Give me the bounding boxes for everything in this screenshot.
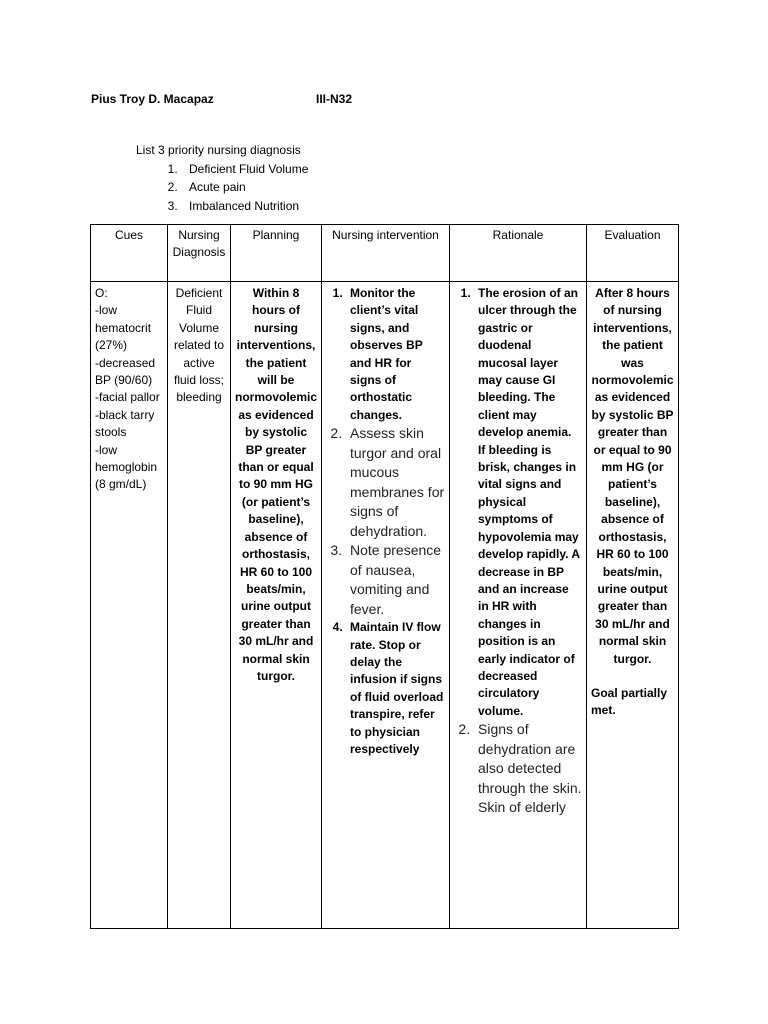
student-name: Pius Troy D. Macapaz [91, 92, 214, 106]
cue-line: -decreased BP (90/60) [95, 355, 156, 388]
priority-diagnosis-list [136, 141, 308, 215]
list-item: 1. Deficient Fluid Volume [181, 160, 308, 179]
header-diagnosis: Nursing Diagnosis [168, 225, 231, 282]
planning-cell: Within 8 hours of nursing interventions, the patient will be normovolemic as evidenced by systolic BP greater than or equal to 90 mm HG (or patient’s baseline), absence of orthostasis, HR 60 to 100 beats/min, urine output greater than 30 mL/hr and normal skin turgor. [231, 282, 322, 929]
intervention-item: 4. Maintain IV flow rate. Stop or delay the infusion if signs of fluid overload transpire, refer to physician respectively [346, 619, 445, 758]
table-row [91, 282, 679, 929]
cue-line: -low hemoglobin (8 gm/dL) [95, 442, 158, 492]
rationale-item: 2. Signs of dehydration are also detected through the skin. Skin of elderly [474, 720, 582, 818]
list-item: 3. Imbalanced Nutrition [181, 197, 308, 216]
list-item: 2. Acute pain [181, 178, 308, 197]
list-title: List 3 priority nursing diagnosis [136, 143, 301, 157]
header-planning: Planning [231, 225, 322, 282]
intervention-item: 1. Monitor the client’s vital signs, and observes BP and HR for signs of orthostatic changes. [346, 285, 445, 424]
evaluation-cell [587, 282, 679, 929]
header-cues: Cues [91, 225, 168, 282]
header-intervention: Nursing intervention [322, 225, 450, 282]
rationale-cell [450, 282, 587, 929]
cue-line: -facial pallor [95, 390, 160, 405]
evaluation-text: After 8 hours of nursing interventions, the patient was normovolemic as evidenced by systolic BP greater than or equal to 90 mm HG (or patient’s baseline), absence of orthostasis, HR 60 to 100 beats/min, urine output greater than 30 mL/hr and normal skin turgor. [591, 286, 674, 666]
nursing-care-plan-table [90, 224, 679, 929]
cue-line: -low hematocrit (27%) [95, 303, 152, 353]
rationale-item: 1. The erosion of an ulcer through the gastric or duodenal mucosal layer may cause GI bleeding. The client may develop anemia. If bleeding is brisk, changes in vital signs and physical symptoms of hypovolemia may develop rapidly. A decrease in BP and an increase in HR with changes in position is an early indicator of decreased circulatory volume. [474, 285, 582, 720]
cues-cell [91, 282, 168, 929]
cue-line: -black tarry stools [95, 407, 155, 440]
header-evaluation: Evaluation [587, 225, 679, 282]
section-code: III-N32 [316, 92, 353, 106]
table-header-row [91, 225, 679, 282]
intervention-item: 3. Note presence of nausea, vomiting and fever. [346, 541, 445, 619]
goal-status: Goal partially met. [591, 685, 668, 718]
header-rationale: Rationale [450, 225, 587, 282]
cue-line: O: [95, 286, 108, 300]
diagnosis-cell: Deficient Fluid Volume related to active fluid loss; bleeding [168, 282, 231, 929]
intervention-cell [322, 282, 450, 929]
intervention-item: 2. Assess skin turgor and oral mucous membranes for signs of dehydration. [346, 424, 445, 541]
